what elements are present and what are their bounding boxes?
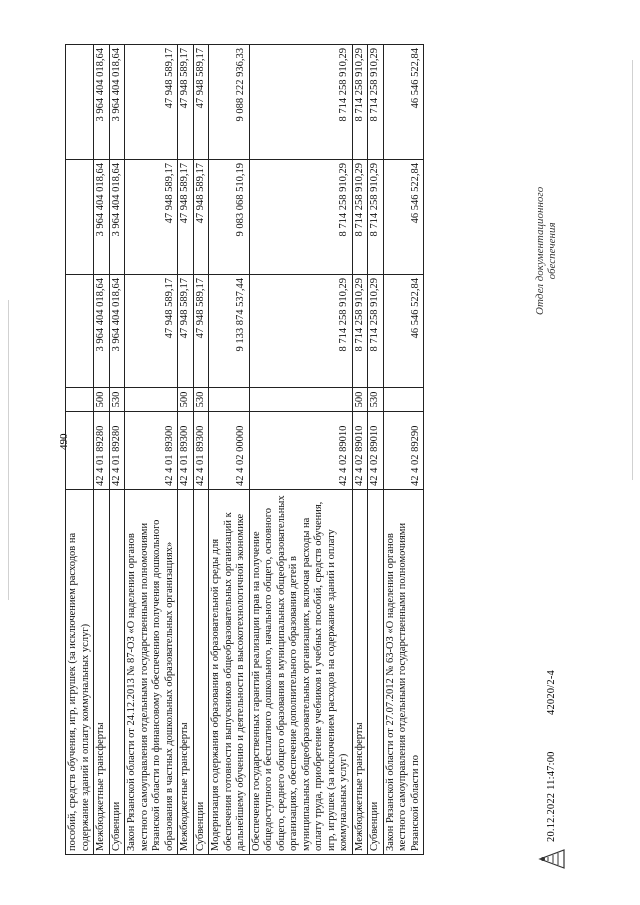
table-row: [209, 45, 250, 855]
row-name: Закон Рязанской области от 24.12.2013 № 87-ОЗ «О наделении органов местного самоуправления отдельными государственными полномочиями Рязанской области по финансовому обеспечению получения дошкольного образования в частных дошкольных образовательных организациях»: [125, 490, 178, 855]
amount-year1: 47 948 589,17: [178, 275, 194, 388]
vr-code: [209, 388, 250, 412]
footer-doc-code: 42020/2-4: [546, 670, 557, 715]
department-stamp: [534, 187, 558, 315]
row-name: Межбюджетные трансферты: [178, 490, 194, 855]
csr-code: [66, 412, 94, 490]
amount-year2: 9 083 068 510,19: [209, 160, 250, 275]
row-name: Межбюджетные трансферты: [352, 490, 368, 855]
rotated-content: [58, 30, 558, 880]
csr-code: 42 4 01 89280: [94, 412, 110, 490]
amount-year1: 46 546 522,84: [383, 275, 424, 388]
scan-edge-mark: [8, 300, 9, 600]
vr-code: 530: [193, 388, 209, 412]
amount-year2: 47 948 589,17: [193, 160, 209, 275]
scan-edge-mark: [632, 60, 633, 480]
amount-year2: 3 964 404 018,64: [109, 160, 125, 275]
row-name: Закон Рязанской области от 27.07.2012 № 63-ОЗ «О наделении органов местного самоуправления отдельными государственными полномочиями Рязанской области по: [383, 490, 424, 855]
amount-year3: 47 948 589,17: [178, 45, 194, 160]
department-line1: Отдел документационного: [534, 186, 546, 315]
vr-code: [125, 388, 178, 412]
row-name: Межбюджетные трансферты: [94, 490, 110, 855]
amount-year1: 9 133 874 537,44: [209, 275, 250, 388]
csr-code: 42 4 01 89280: [109, 412, 125, 490]
row-name: Обеспечение государственных гарантий реализации прав на получение общедоступного и бесплатного дошкольного, начального общего, основного общего, среднего общего образования в муниципальных общеобразовательных организациях, обеспечение дополнительного образования детей в муниципальных общеобразовательных организациях, включая расходы на оплату труда, приобретение учебников и учебных пособий, средств обучения, игр, игрушек (за исключением расходов на содержание зданий и оплату коммунальных услуг): [249, 490, 352, 855]
amount-year2: 8 714 258 910,29: [352, 160, 368, 275]
table-row: [178, 45, 194, 855]
table-row: [66, 45, 94, 855]
budget-table: [65, 44, 424, 855]
footer-datetime: 20.12.2022 11:47:00: [546, 751, 557, 842]
csr-code: 42 4 02 89010: [249, 412, 352, 490]
page-number: 490: [58, 433, 70, 450]
table-row: [249, 45, 352, 855]
row-name: Модернизация содержания образования и образовательной среды для обеспечения готовности выпускников общеобразовательных организаций к дальнейшему обучению и деятельности в высокотехнологичной экономике: [209, 490, 250, 855]
table-row: [368, 45, 384, 855]
vr-code: [383, 388, 424, 412]
amount-year3: 8 714 258 910,29: [249, 45, 352, 160]
amount-year3: [66, 45, 94, 160]
csr-code: 42 4 02 00000: [209, 412, 250, 490]
amount-year2: 47 948 589,17: [125, 160, 178, 275]
csr-code: 42 4 01 89300: [178, 412, 194, 490]
vr-code: 500: [352, 388, 368, 412]
csr-code: 42 4 02 89010: [368, 412, 384, 490]
department-line2: обеспечения: [546, 222, 558, 280]
csr-code: 42 4 02 89010: [352, 412, 368, 490]
table-row: [109, 45, 125, 855]
amount-year3: 8 714 258 910,29: [352, 45, 368, 160]
amount-year2: 8 714 258 910,29: [249, 160, 352, 275]
vr-code: 500: [94, 388, 110, 412]
amount-year1: 47 948 589,17: [125, 275, 178, 388]
vr-code: 530: [368, 388, 384, 412]
csr-code: 42 4 01 89300: [193, 412, 209, 490]
amount-year3: 9 088 222 936,33: [209, 45, 250, 160]
amount-year3: 3 964 404 018,64: [94, 45, 110, 160]
table-row: [383, 45, 424, 855]
row-name: пособий, средств обучения, игр, игрушек (за исключением расходов на содержание зданий и оплату коммунальных услуг): [66, 490, 94, 855]
row-name: Субвенции: [193, 490, 209, 855]
vr-code: [249, 388, 352, 412]
row-name: Субвенции: [368, 490, 384, 855]
vr-code: [66, 388, 94, 412]
vr-code: 500: [178, 388, 194, 412]
amount-year1: 8 714 258 910,29: [368, 275, 384, 388]
amount-year1: 8 714 258 910,29: [249, 275, 352, 388]
amount-year2: 3 964 404 018,64: [94, 160, 110, 275]
amount-year2: 8 714 258 910,29: [368, 160, 384, 275]
amount-year3: 47 948 589,17: [193, 45, 209, 160]
stamp-icon: [536, 848, 566, 870]
csr-code: 42 4 01 89300: [125, 412, 178, 490]
amount-year1: 3 964 404 018,64: [94, 275, 110, 388]
csr-code: 42 4 02 89290: [383, 412, 424, 490]
table-row: [193, 45, 209, 855]
amount-year1: 3 964 404 018,64: [109, 275, 125, 388]
table-row: [125, 45, 178, 855]
page-footer: [530, 40, 600, 870]
amount-year2: 47 948 589,17: [178, 160, 194, 275]
amount-year3: 46 546 522,84: [383, 45, 424, 160]
amount-year1: 8 714 258 910,29: [352, 275, 368, 388]
amount-year3: 3 964 404 018,64: [109, 45, 125, 160]
amount-year1: 47 948 589,17: [193, 275, 209, 388]
table-row: [352, 45, 368, 855]
amount-year3: 8 714 258 910,29: [368, 45, 384, 160]
table-row: [94, 45, 110, 855]
amount-year2: [66, 160, 94, 275]
row-name: Субвенции: [109, 490, 125, 855]
amount-year2: 46 546 522,84: [383, 160, 424, 275]
amount-year1: [66, 275, 94, 388]
vr-code: 530: [109, 388, 125, 412]
amount-year3: 47 948 589,17: [125, 45, 178, 160]
